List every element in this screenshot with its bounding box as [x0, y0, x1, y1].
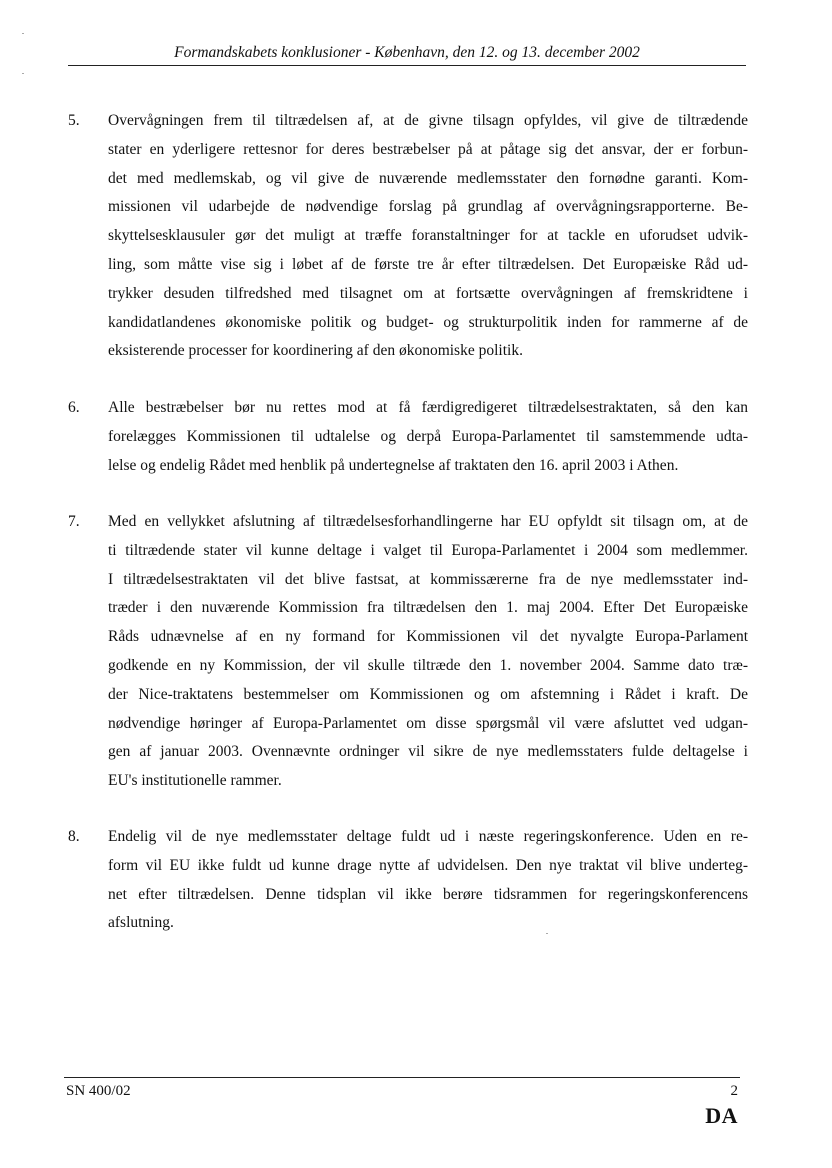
- text-line: godkende en ny Kommission, der vil skulle tiltræde den 1. november 2004. Samme dato træ-: [108, 656, 748, 674]
- scan-speck: [546, 933, 548, 934]
- text-line: forelægges Kommissionen til udtalelse og derpå Europa-Parlamentet til samstemmende udta-: [108, 427, 748, 445]
- text-line: missionen vil udarbejde de nødvendige forslag på grundlag af overvågningsrapporterne. Be-: [108, 198, 748, 216]
- paragraph-number: 6.: [68, 399, 80, 416]
- text-line: der Nice-traktatens bestemmelser om Kommissionen og om afstemning i Rådet i kraft. De: [108, 685, 748, 703]
- text-line: form vil EU ikke fuldt ud kunne drage nytte af udvidelsen. Den nye traktat vil blive underteg-: [108, 856, 748, 874]
- text-line: ti tiltrædende stater vil kunne deltage i valget til Europa-Parlamentet i 2004 som medlemmer.: [108, 541, 748, 559]
- paragraph-5: [68, 107, 748, 366]
- text-line: afslutning.: [108, 914, 174, 932]
- paragraph-number: 5.: [68, 112, 80, 129]
- text-line: Endelig vil de nye medlemsstater deltage fuldt ud i næste regeringskonference. Uden en re-: [108, 828, 748, 845]
- text-line: eksisterende processer for koordinering af den økonomiske politik.: [108, 342, 523, 360]
- paragraph-number: 7.: [68, 513, 80, 530]
- document-reference: SN 400/02: [66, 1083, 131, 1099]
- text-line: Overvågningen frem til tiltrædelsen af, at de givne tilsagn opfyldes, vil give de tiltrædende: [108, 112, 748, 129]
- paragraph-text: [108, 107, 748, 366]
- text-line: kandidatlandenes økonomiske politik og budget- og strukturpolitik inden for rammerne af de: [108, 313, 748, 331]
- text-line: ling, som måtte vise sig i løbet af de første tre år efter tiltrædelsen. Det Europæiske Råd ud-: [108, 255, 748, 273]
- footer-divider: [64, 1077, 740, 1078]
- text-line: lelse og endelig Rådet med henblik på undertegnelse af traktaten den 16. april 2003 i Athen.: [108, 456, 679, 474]
- page-number: 2: [730, 1083, 738, 1099]
- text-line: Med en vellykket afslutning af tiltrædelsesforhandlingerne har EU opfyldt sit tilsagn om, at de: [108, 513, 748, 530]
- text-line: trykker desuden tilfredshed med tilsagnet om at fortsætte overvågningen af fremskridtene i: [108, 284, 748, 302]
- text-line: træder i den nuværende Kommission fra tiltrædelsen den 1. maj 2004. Efter Det Europæiske: [108, 599, 748, 617]
- text-line: stater en yderligere rettesnor for deres bestræbelser på at påtage sig det ansvar, der er forbun-: [108, 140, 748, 158]
- text-line: nødvendige høringer af Europa-Parlamentet om disse spørgsmål vil være afsluttet ved udgan-: [108, 714, 748, 732]
- scan-speck: [22, 73, 24, 74]
- text-line: Alle bestræbelser bør nu rettes mod at få færdigredigeret tiltrædelsestraktaten, så den kan: [108, 399, 748, 416]
- page-header-title: Formandskabets konklusioner - København, den 12. og 13. december 2002: [174, 44, 640, 61]
- language-code: DA: [705, 1103, 738, 1128]
- paragraph-text: [108, 508, 748, 796]
- text-line: skyttelsesklausuler gør det muligt at træffe foranstaltninger for at tackle en uforudset udvik-: [108, 227, 748, 245]
- paragraph-7: [68, 508, 748, 796]
- text-line: Råds udnævnelse af en ny formand for Kommissionen vil det nyvalgte Europa-Parlament: [108, 628, 748, 646]
- paragraph-text: [108, 394, 748, 480]
- scan-speck: [22, 33, 24, 34]
- paragraph-8: [68, 823, 748, 938]
- paragraph-number: 8.: [68, 828, 80, 845]
- header-divider: [68, 65, 746, 66]
- text-line: det med medlemskab, og vil give de nuværende medlemsstater den fornødne garanti. Kom-: [108, 169, 748, 187]
- text-line: net efter tiltrædelsen. Denne tidsplan vil ikke berøre tidsrammen for regeringskonferencens: [108, 885, 748, 903]
- text-line: gen af januar 2003. Ovennævnte ordninger vil sikre de nye medlemsstaters fulde deltagelse i: [108, 743, 748, 761]
- paragraph-6: [68, 394, 748, 480]
- text-line: EU's institutionelle rammer.: [108, 772, 282, 790]
- text-line: I tiltrædelsestraktaten vil det blive fastsat, at kommissærerne fra de nye medlemsstater ind-: [108, 570, 748, 588]
- paragraph-text: [108, 823, 748, 938]
